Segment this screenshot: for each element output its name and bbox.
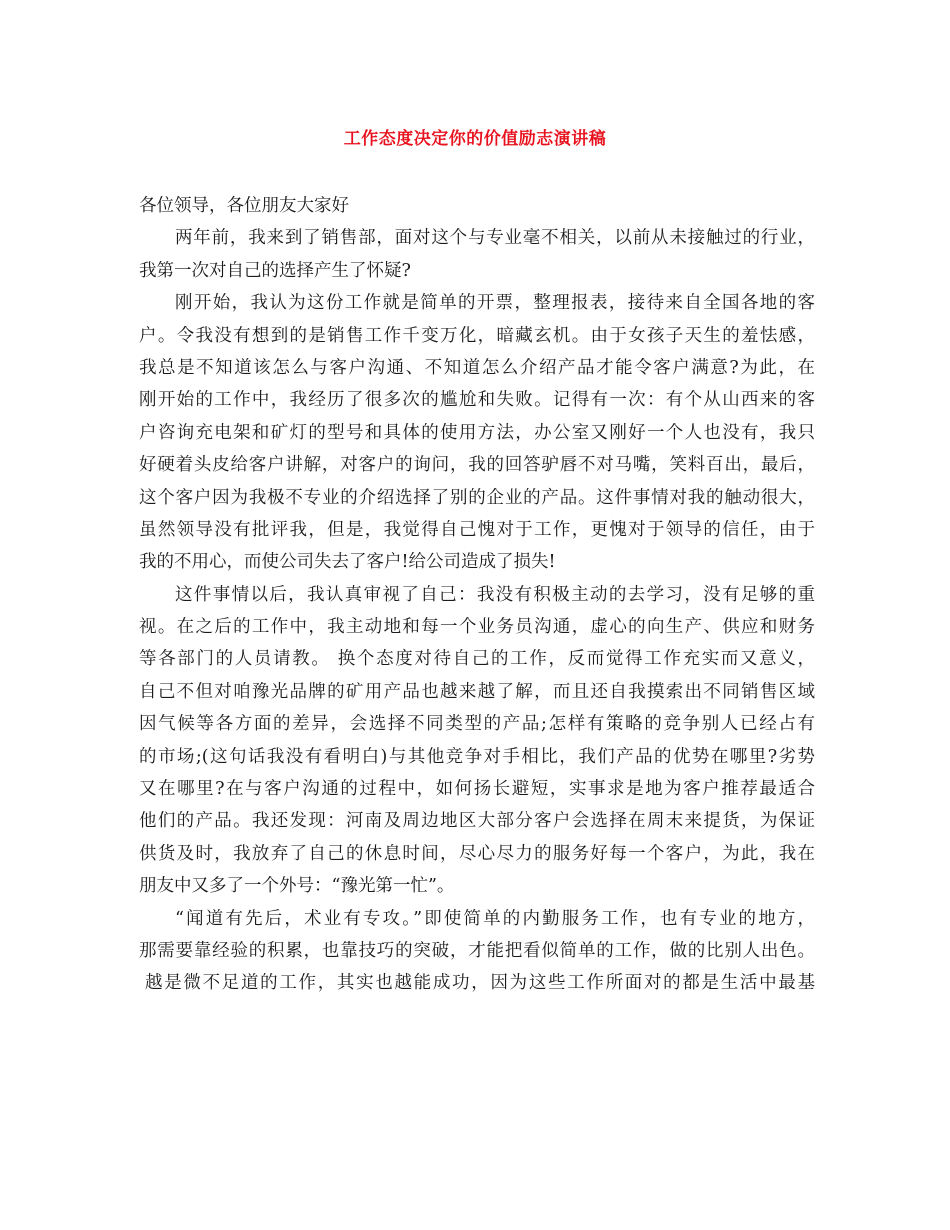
body-text-line: 又在哪里?在与客户沟通的过程中，如何扬长避短，实事求是地为客户推荐最适合 xyxy=(139,779,815,800)
body-text-line: 他们的产品。我还发现：河南及周边地区大部分客户会选择在周末来提货，为保证 xyxy=(139,811,815,832)
body-text-line: 我第一次对自己的选择产生了怀疑? xyxy=(139,260,411,281)
body-text-line: 等各部门的人员请教。 换个态度对待自己的工作，反而觉得工作充实而又意义， xyxy=(139,649,815,670)
body-text-line: 视。在之后的工作中，我主动地和每一个业务员沟通，虚心的向生产、供应和财务 xyxy=(139,617,815,638)
body-text-line: 我的不用心，而使公司失去了客户!给公司造成了损失! xyxy=(139,552,556,573)
body-text-line: 越是微不足道的工作，其实也越能成功，因为这些工作所面对的都是生活中最基 xyxy=(145,973,815,994)
body-text-line: 各位领导，各位朋友大家好 xyxy=(139,196,349,216)
document-body xyxy=(139,190,815,1000)
body-text-line: 刚开始的工作中，我经历了很多次的尴尬和失败。记得有一次：有个从山西来的客 xyxy=(139,390,815,411)
body-text-line: 那需要靠经验的积累，也靠技巧的突破，才能把看似简单的工作，做的比别人出色。 xyxy=(139,940,815,961)
body-text-line: 朋友中又多了一个外号：“豫光第一忙”。 xyxy=(139,876,455,897)
body-text-line: 供货及时，我放弃了自己的休息时间，尽心尽力的服务好每一个客户，为此，我在 xyxy=(139,843,815,864)
body-text-line: 因气候等各方面的差异，会选择不同类型的产品;怎样有策略的竞争别人已经占有 xyxy=(139,714,815,735)
body-text-line: 户。令我没有想到的是销售工作千变万化，暗藏玄机。由于女孩子天生的羞怯感， xyxy=(139,325,815,346)
body-text-line: 虽然领导没有批评我，但是，我觉得自己愧对于工作，更愧对于领导的信任，由于 xyxy=(139,519,815,540)
body-text-line: 我总是不知道该怎么与客户沟通、不知道怎么介绍产品才能令客户满意?为此，在 xyxy=(139,357,815,378)
body-text-line: 自己不但对咱豫光品牌的矿用产品也越来越了解，而且还自我摸索出不同销售区域 xyxy=(139,681,815,702)
body-text-line: 这个客户因为我极不专业的介绍选择了别的企业的产品。这件事情对我的触动很大， xyxy=(139,487,815,508)
document-title: 工作态度决定你的价值励志演讲稿 xyxy=(343,129,607,149)
body-text-line: 好硬着头皮给客户讲解，对客户的询问，我的回答驴唇不对马嘴，笑料百出，最后， xyxy=(139,455,815,476)
body-text-line: 户咨询充电架和矿灯的型号和具体的使用方法，办公室又刚好一个人也没有，我只 xyxy=(139,422,815,443)
body-text-line: 刚开始，我认为这份工作就是简单的开票，整理报表，接待来自全国各地的客 xyxy=(175,293,815,314)
body-text-line: “闻道有先后，术业有专攻。”即使简单的内勤服务工作，也有专业的地方， xyxy=(175,908,815,929)
body-text-line: 这件事情以后，我认真审视了自己：我没有积极主动的去学习，没有足够的重 xyxy=(175,584,815,605)
body-text-line: 两年前，我来到了销售部，面对这个与专业毫不相关，以前从未接触过的行业， xyxy=(175,228,815,249)
body-text-line: 的市场;(这句话我没有看明白)与其他竞争对手相比，我们产品的优势在哪里?劣势 xyxy=(139,746,815,767)
